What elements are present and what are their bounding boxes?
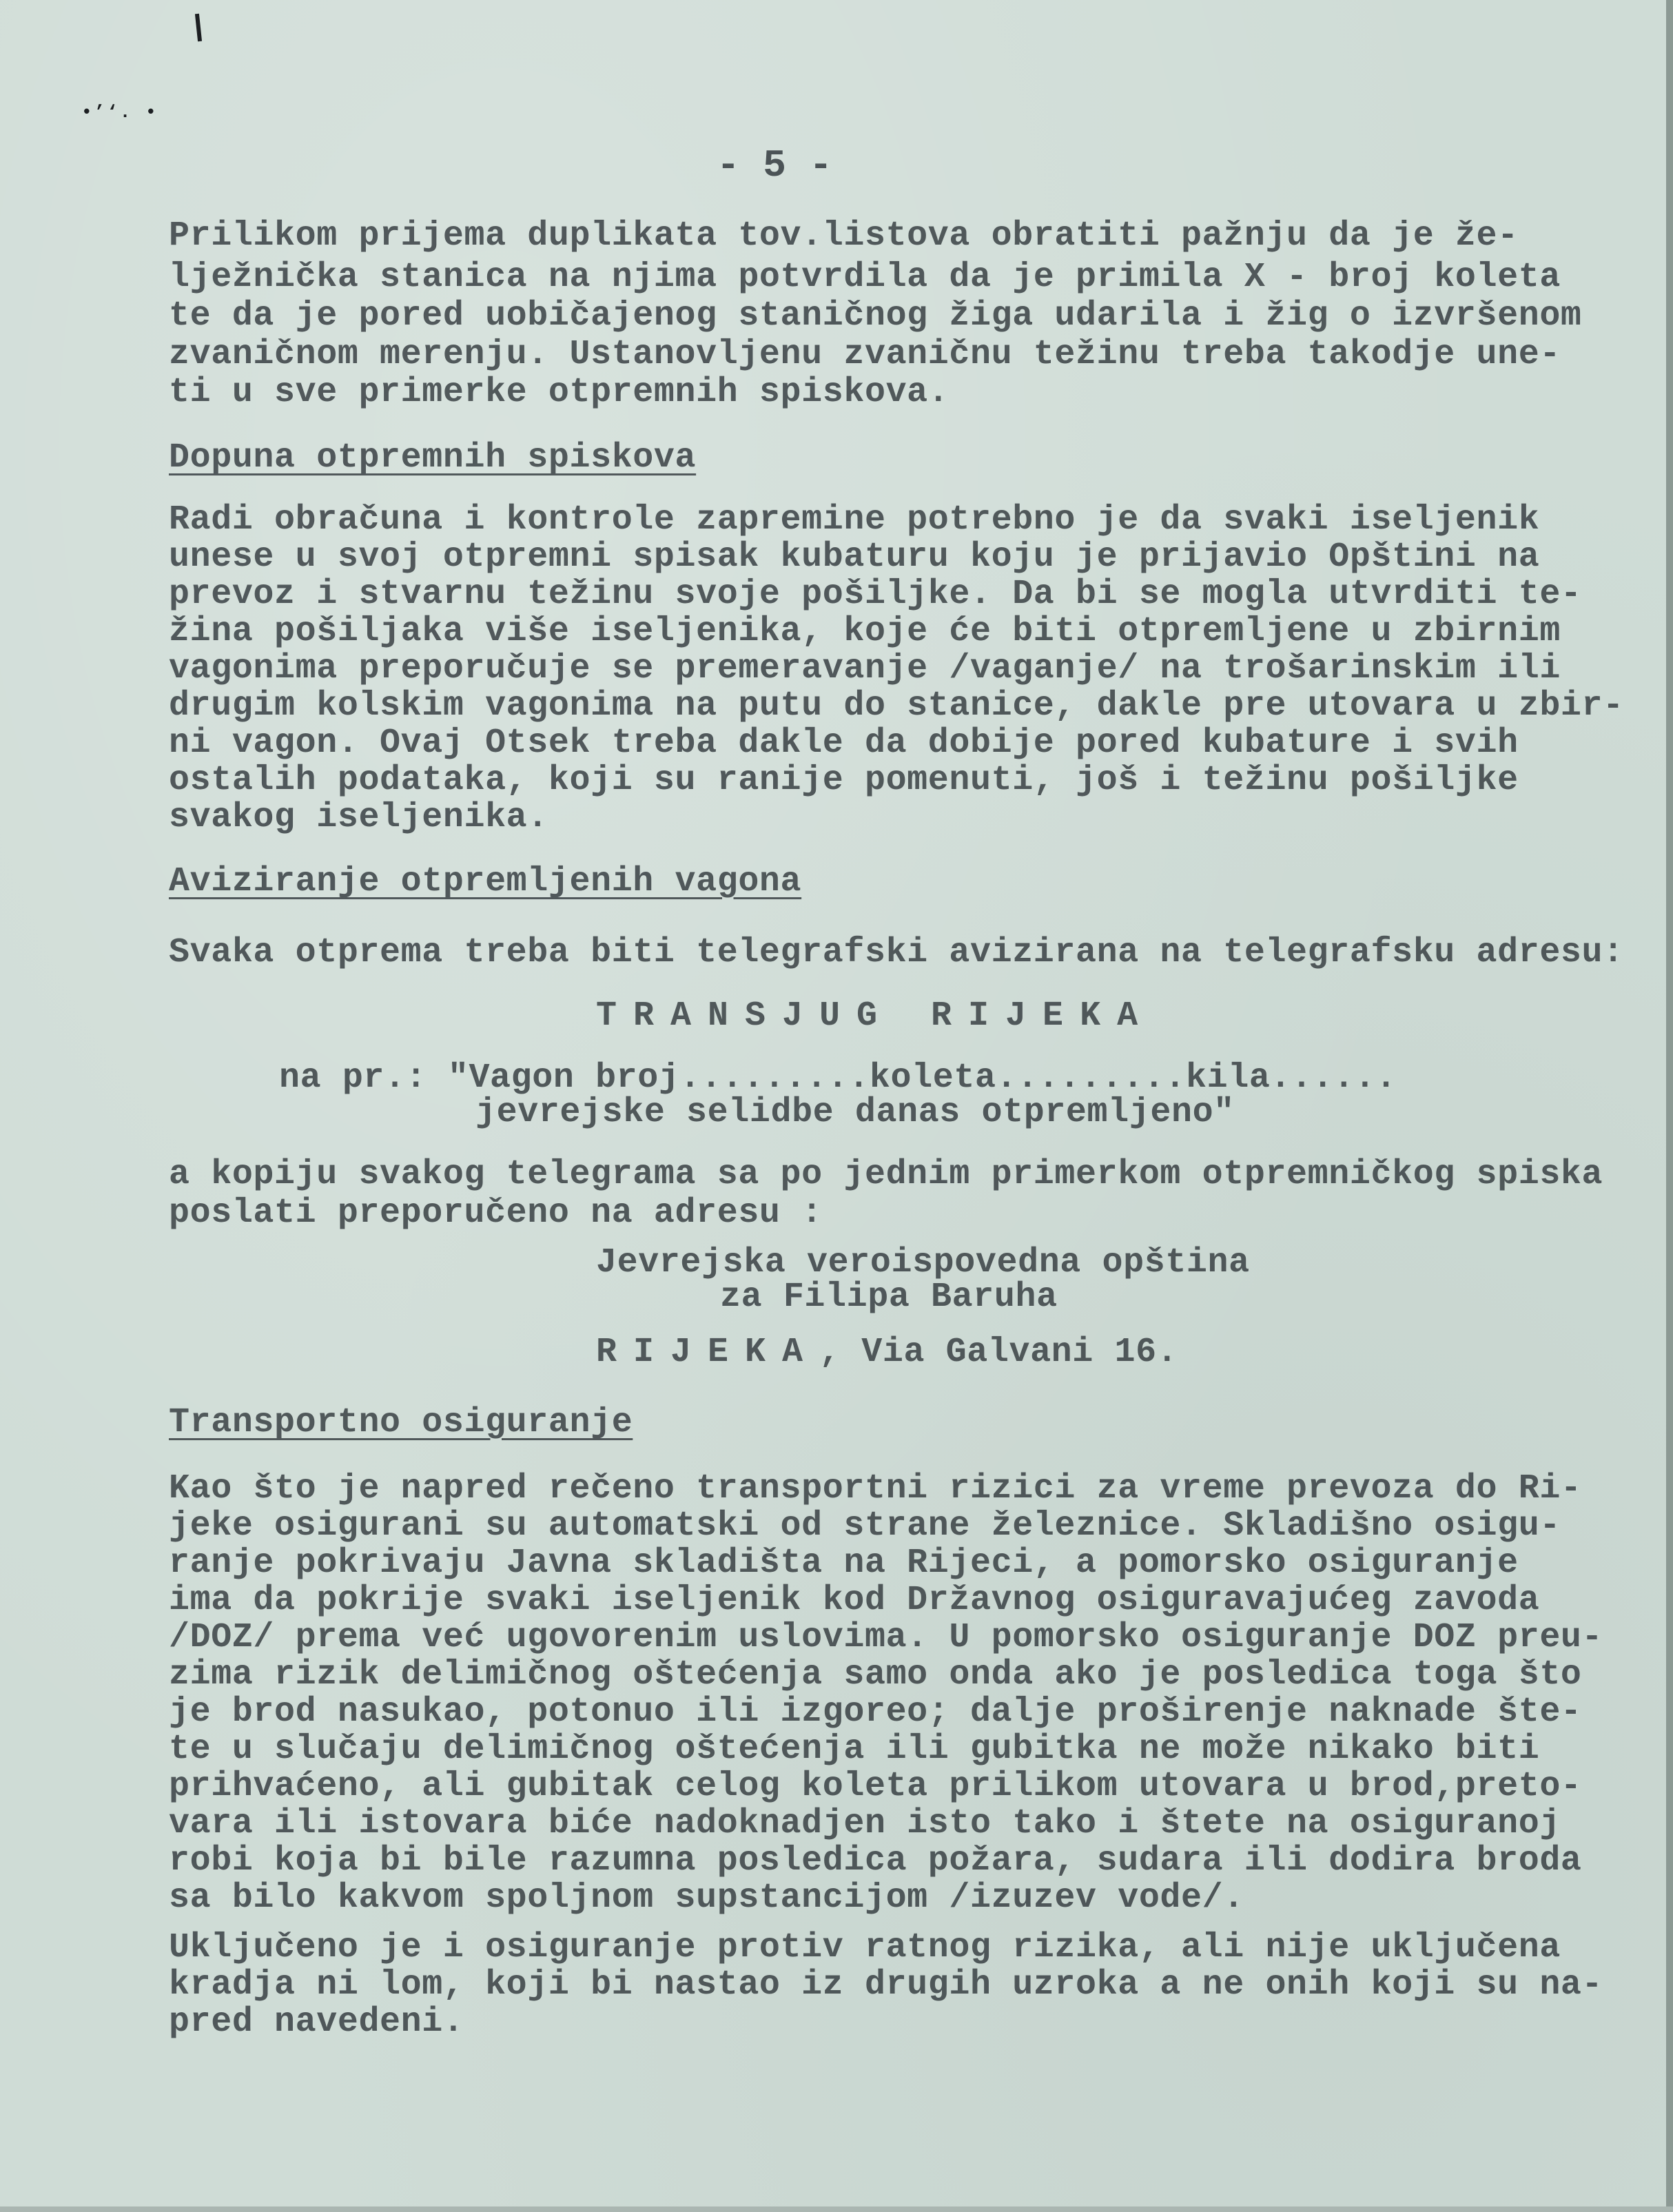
address-street: , Via Galvani 16. [819, 1333, 1178, 1372]
text-line: ni vagon. Ovaj Otsek treba dakle da dobije pored kubature i svih [169, 724, 1519, 763]
telegraph-address: TRANSJUG RIJEKA [596, 996, 1155, 1036]
page-edge-shadow [1666, 0, 1673, 2212]
page-bottom-edge [0, 2206, 1673, 2212]
text-line: poslati preporučeno na adresu : [169, 1194, 823, 1233]
text-line: unese u svoj otpremni spisak kubaturu koju je prijavio Opštini na [169, 537, 1540, 577]
section-heading: Dopuna otpremnih spiskova [169, 438, 697, 478]
text-line: ranje pokrivaju Javna skladišta na Rijeci, a pomorsko osiguranje [169, 1544, 1519, 1583]
section-heading: Aviziranje otpremljenih vagona [169, 862, 802, 901]
address-line: Jevrejska veroispovedna opština [596, 1243, 1250, 1282]
text-line: /DOZ/ prema već ugovorenim uslovima. U pomorsko osiguranje DOZ preu- [169, 1618, 1603, 1657]
text-line: vagonima preporučuje se premeravanje /vaganje/ na trošarinskim ili [169, 649, 1561, 688]
text-line: vara ili istovara biće nadoknadjen isto tako i štete na osiguranoj [169, 1804, 1561, 1843]
text-line: Prilikom prijema duplikata tov.listova obratiti pažnju da je že- [169, 216, 1519, 256]
text-line: drugim kolskim vagonima na putu do stanice, dakle pre utovara u zbir- [169, 686, 1624, 726]
text-line: ti u sve primerke otpremnih spiskova. [169, 373, 950, 412]
text-line: svakog iseljenika. [169, 798, 548, 837]
text-line: je brod nasukao, potonuo ili izgoreo; dalje proširenje naknade šte- [169, 1692, 1582, 1732]
section-heading: Transportno osiguranje [169, 1403, 633, 1442]
address-line [596, 1335, 1178, 1370]
text-line: ostalih podataka, koji su ranije pomenuti, još i težinu pošiljke [169, 761, 1519, 800]
example-line: na pr.: "Vagon broj.........koleta.........kila...... [279, 1058, 1397, 1098]
text-line: prevoz i stvarnu težinu svoje pošiljke. Da bi se mogla utvrditi te- [169, 575, 1582, 614]
text-line: Svaka otprema treba biti telegrafski avizirana na telegrafsku adresu: [169, 933, 1624, 972]
corner-marks: •’‘. • [81, 102, 158, 123]
text-line: Uključeno je i osiguranje protiv ratnog rizika, ali nije uključena [169, 1928, 1561, 1967]
text-line: zvaničnom merenju. Ustanovljenu zvaničnu težinu treba takodje une- [169, 335, 1561, 374]
text-line: a kopiju svakog telegrama sa po jednim primerkom otpremničkog spiska [169, 1155, 1603, 1194]
text-line: lježnička stanica na njima potvrdila da je primila X - broj koleta [169, 258, 1561, 297]
text-line: Kao što je napred rečeno transportni rizici za vreme prevoza do Ri- [169, 1469, 1582, 1508]
ink-mark [195, 14, 202, 41]
text-line: kradja ni lom, koji bi nastao iz drugih uzroka a ne onih koji su na- [169, 1965, 1603, 2005]
text-line: jeke osigurani su automatski od strane železnice. Skladišno osigu- [169, 1506, 1561, 1546]
text-line: sa bilo kakvom spoljnom supstancijom /izuzev vode/. [169, 1878, 1244, 1918]
text-line: pred navedeni. [169, 2003, 464, 2042]
text-line: ima da pokrije svaki iseljenik kod Državnog osiguravajućeg zavoda [169, 1581, 1540, 1620]
address-city: RIJEKA [596, 1333, 820, 1372]
text-line: te da je pored uobičajenog staničnog žiga udarila i žig o izvršenom [169, 296, 1582, 336]
text-line: Radi obračuna i kontrole zapremine potrebno je da svaki iseljenik [169, 500, 1540, 540]
page-number: - 5 - [717, 143, 833, 187]
address-line: za Filipa Baruha [720, 1278, 1058, 1317]
example-line: jevrejske selidbe danas otpremljeno" [475, 1093, 1235, 1132]
text-line: robi koja bi bile razumna posledica požara, sudara ili dodira broda [169, 1841, 1582, 1881]
text-line: žina pošiljaka više iseljenika, koje će biti otpremljene u zbirnim [169, 612, 1561, 651]
text-line: prihvaćeno, ali gubitak celog koleta prilikom utovara u brod,preto- [169, 1767, 1582, 1806]
text-line: te u slučaju delimičnog oštećenja ili gubitka ne može nikako biti [169, 1730, 1540, 1769]
text-line: zima rizik delimičnog oštećenja samo onda ako je posledica toga što [169, 1655, 1582, 1694]
